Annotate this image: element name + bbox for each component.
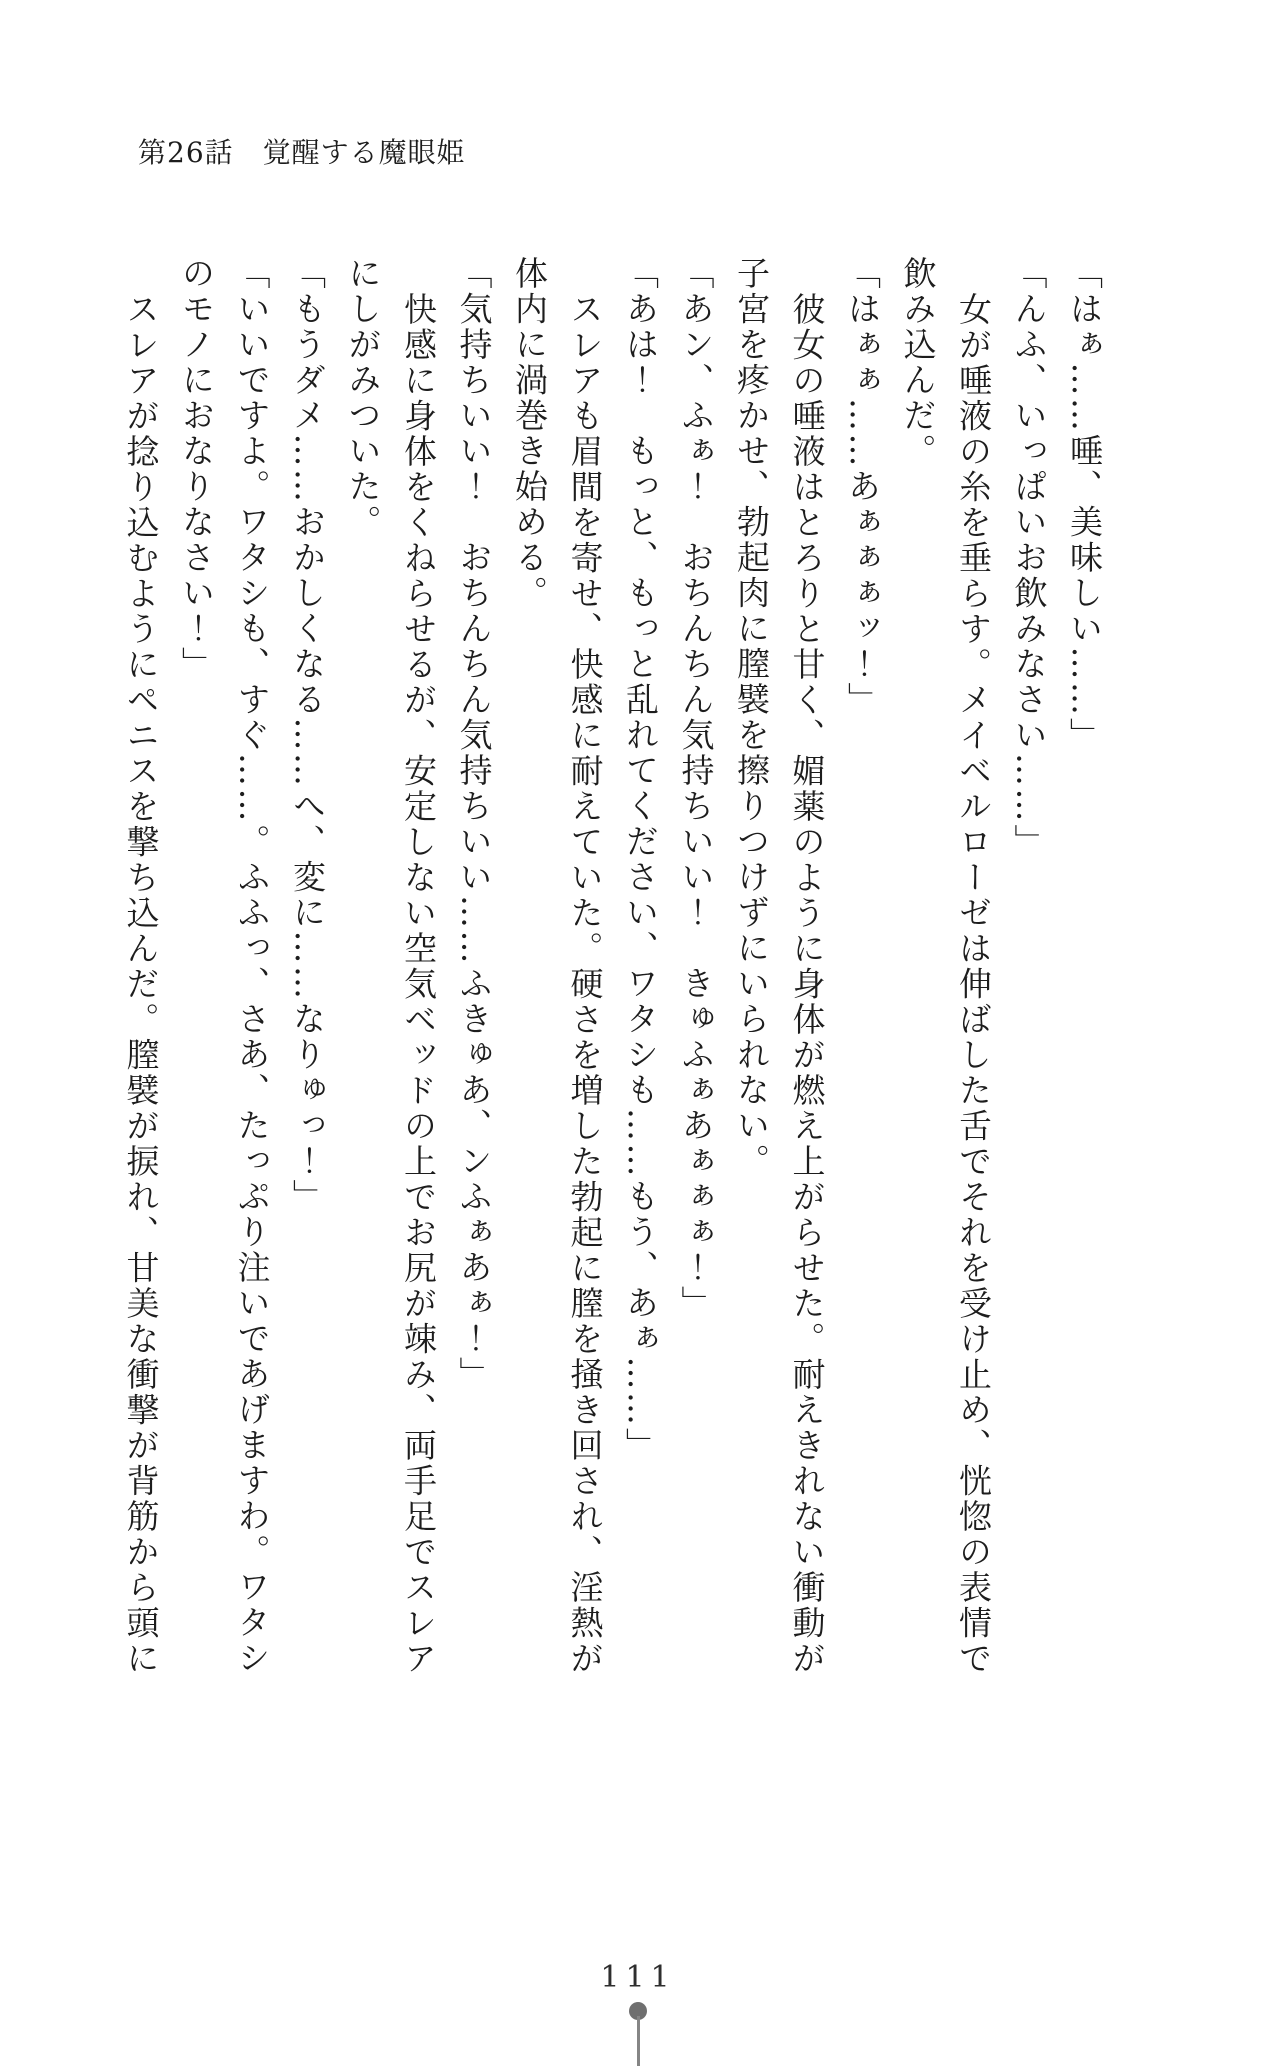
text-line: 「はぁぁ……あぁぁぁッ！」 — [843, 256, 882, 718]
text-line: 体内に渦巻き始める。 — [510, 256, 549, 611]
text-line: 「いいですよ。ワタシも、すぐ……。ふふっ、さあ、たっぷり注いであげますわ。ワタシ — [232, 256, 272, 1676]
chapter-header: 第26話 覚醒する魔眼姫 — [138, 136, 466, 169]
text-line: スレアが捻り込むようにペニスを撃ち込んだ。膣襞が捩れ、甘美な衝撃が背筋から頭に — [121, 291, 161, 1676]
page-number: 111 — [600, 1960, 676, 1995]
text-line: 子宮を疼かせ、勃起肉に膣襞を擦りつけずにいられない。 — [732, 256, 771, 1179]
text-line: 「あン、ふぁ！ おちんちん気持ちいい！ きゅふぁあぁぁぁ！」 — [676, 256, 716, 1321]
text-line: 飲み込んだ。 — [898, 256, 938, 469]
main-text-block — [102, 256, 1104, 1680]
text-line: スレアも眉間を寄せ、快感に耐えていた。硬さを増した勃起に膣を掻き回され、淫熱が — [565, 291, 605, 1676]
text-line: 「はぁ……唾、美味しい……」 — [1065, 256, 1104, 753]
text-line: 彼女の唾液はとろりと甘く、媚薬のように身体が燃え上がらせた。耐えきれない衝動が — [787, 291, 827, 1676]
text-line: 快感に身体をくねらせるが、安定しない空気ベッドの上でお尻が竦み、両手足でスレア — [399, 291, 438, 1676]
text-line: 「んふ、いっぱいお飲みなさい……」 — [1009, 256, 1049, 860]
text-line: 女が唾液の糸を垂らす。メイベルローゼは伸ばした舌でそれを受け止め、恍惚の表情で — [954, 291, 993, 1676]
text-line: 「あは！ もっと、もっと乱れてください、ワタシも……もう、あぁ……」 — [621, 256, 660, 1463]
page-ornament-line — [637, 2016, 640, 2066]
text-line: のモノにおなりなさい！」 — [177, 256, 216, 682]
text-line: 「気持ちいい！ おちんちん気持ちいい……ふきゅあ、ンふぁあぁ！」 — [454, 256, 494, 1392]
text-line: 「もうダメ……おかしくなる……へ、変に……なりゅっ！」 — [288, 256, 327, 1215]
text-line: にしがみついた。 — [343, 256, 383, 540]
